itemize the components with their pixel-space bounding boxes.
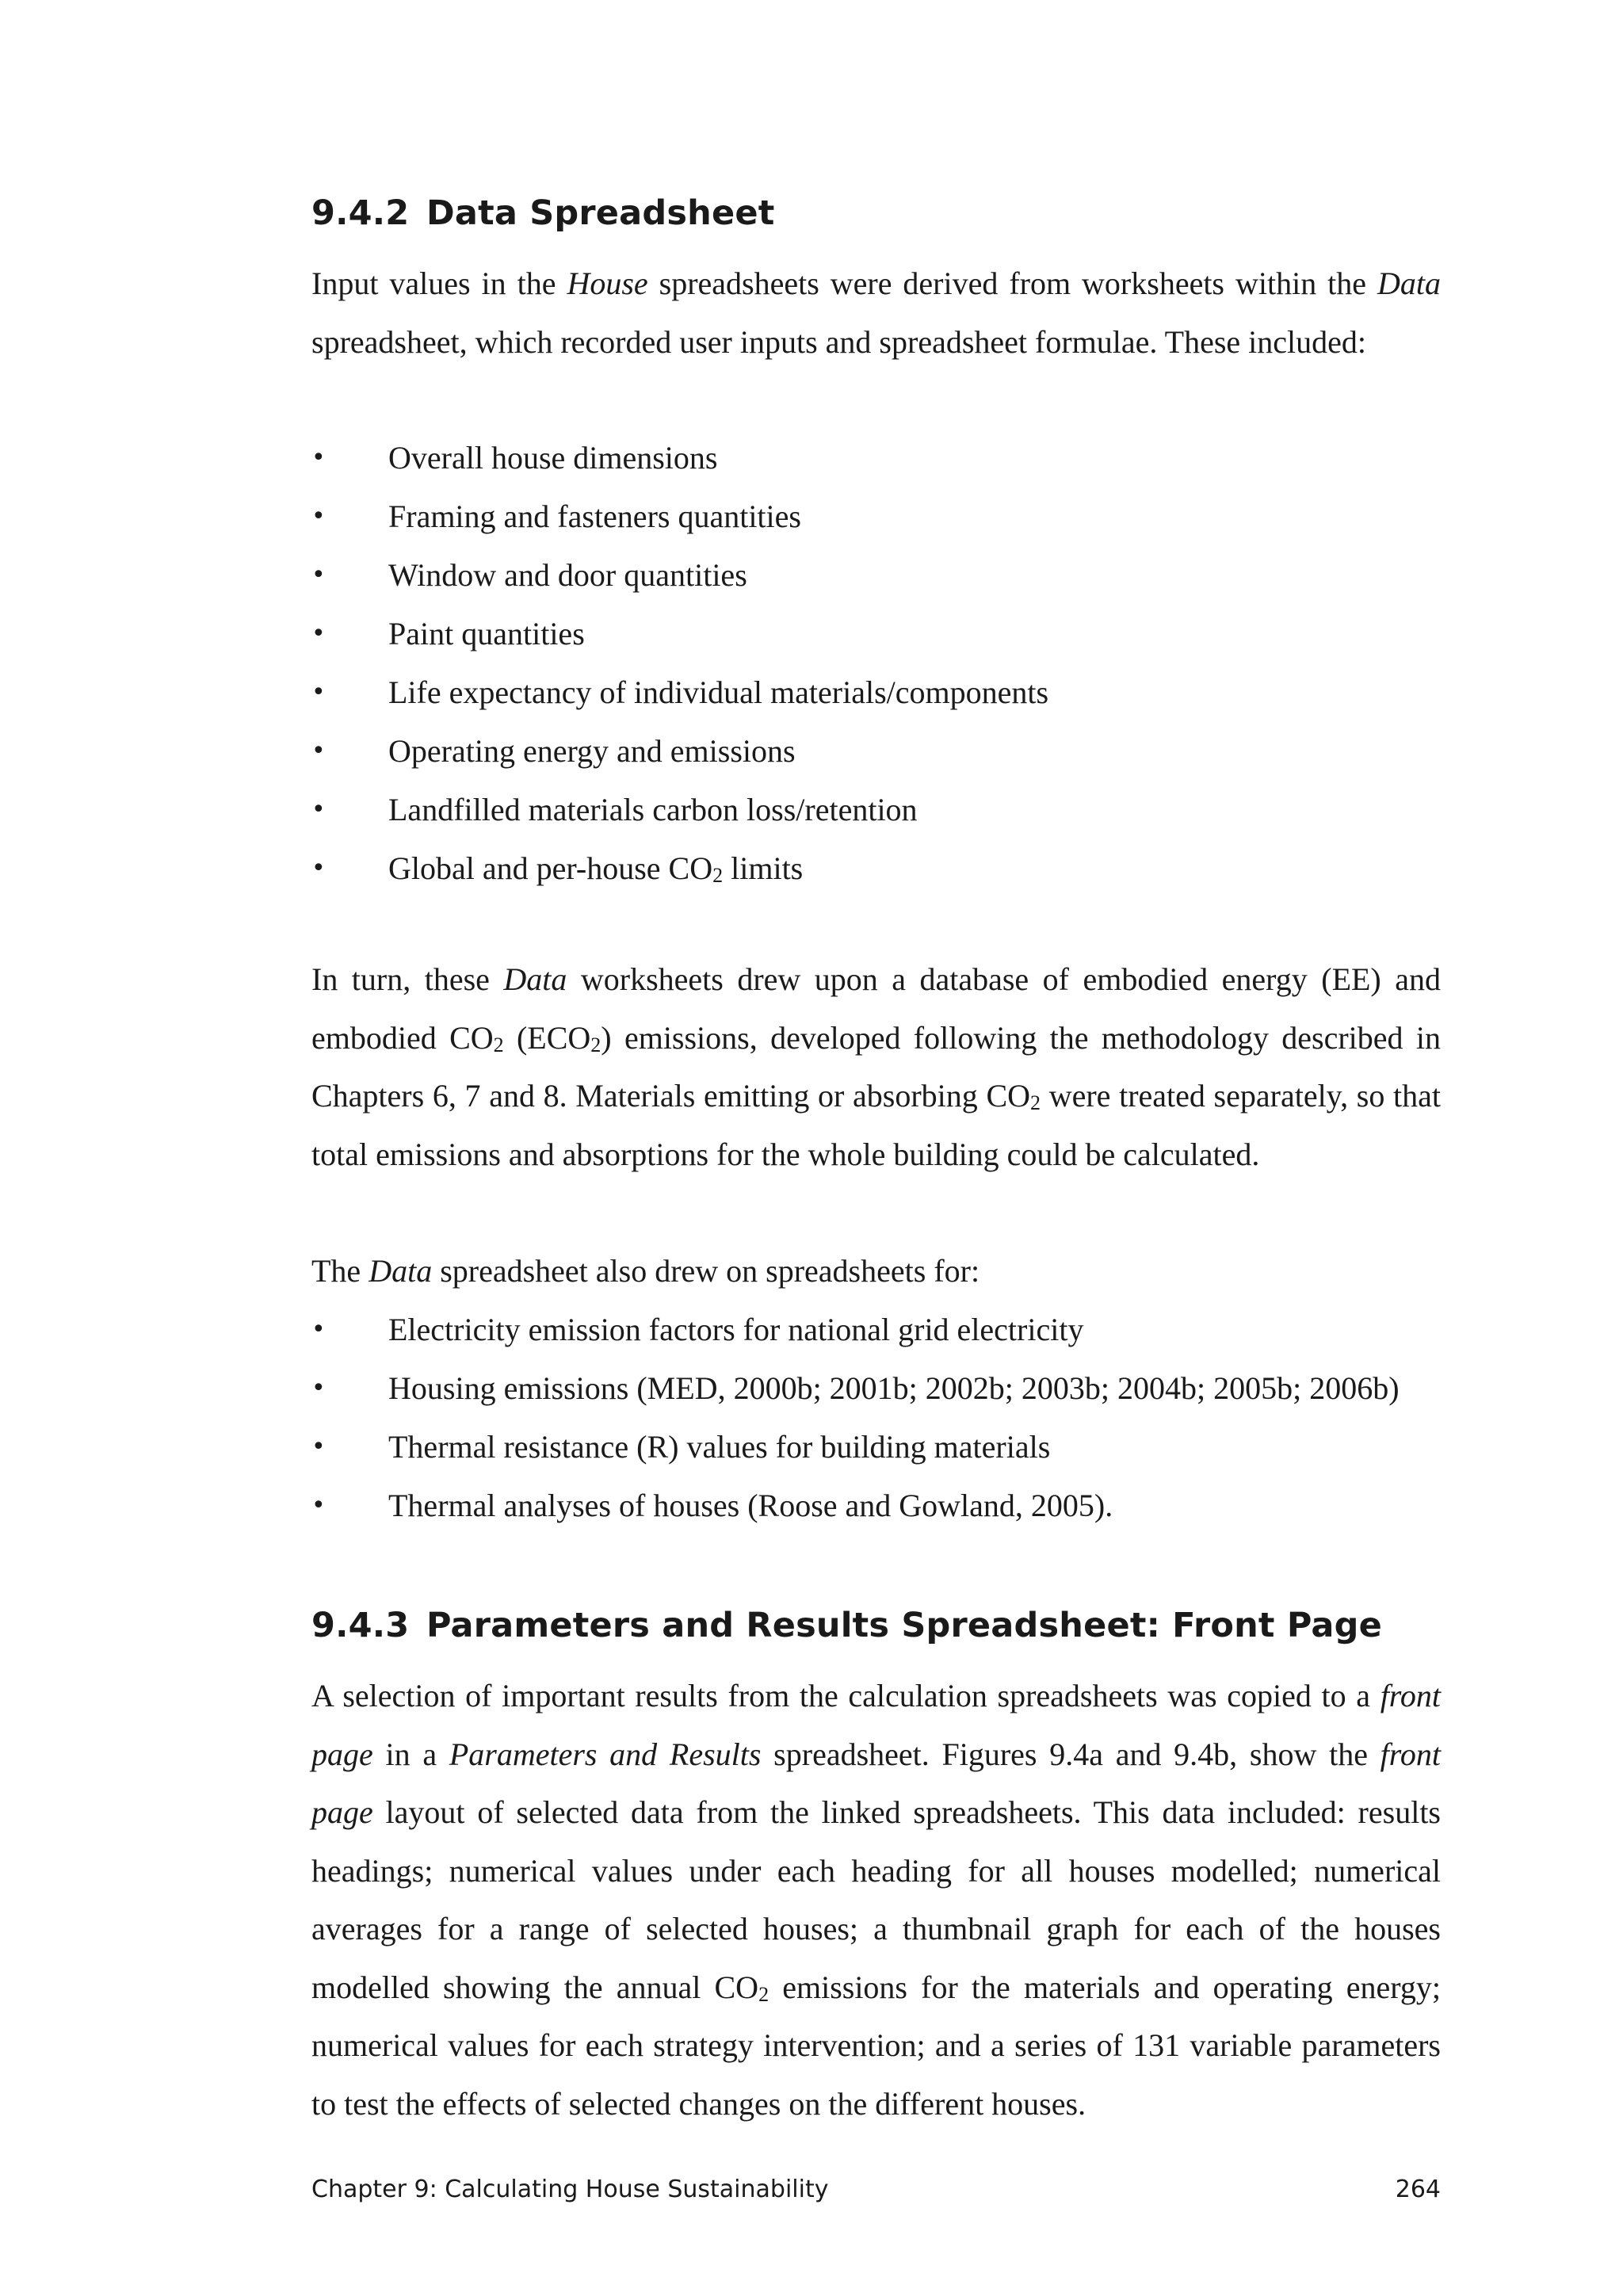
list-item: • Landfilled materials carbon loss/retention [311, 781, 1441, 839]
list-item: • Framing and fasteners quantities [311, 487, 1441, 546]
text-run: Input values in the [311, 266, 567, 301]
bullet-icon: • [311, 444, 326, 472]
bullet-icon: • [311, 737, 326, 765]
bullet-icon: • [311, 561, 326, 589]
list-item: • Thermal analyses of houses (Roose and Gowland, 2005). [311, 1477, 1441, 1535]
list-item: • Global and per-house $CO_2$ limits [311, 839, 1441, 898]
front-page-paragraph: A selection of important results from the calculation spreadsheets was copied to a front page in a Parameters and Results spreadsheet. Figures 9.4a and 9.4b, show the front page layout of selected data from the linked spreadsheets. This data included: results headings; numerical values under each heading for all houses modelled; numerical averages for a range of selected houses; a thumbnail graph for each of the houses modelled showing the annual $CO_2$ emissions for the materials and operating energy; numerical values for each strategy intervention; and a series of 131 variable parameters to test the effects of selected changes on the different houses. [311, 1678, 1442, 2122]
list-item: • Operating energy and emissions [311, 722, 1441, 781]
section-heading-9-4-2 [311, 193, 774, 233]
section-heading-9-4-3 [311, 1606, 1382, 1645]
italic-term: front page [311, 1678, 1441, 1772]
section-title: Data Spreadsheet [426, 193, 775, 233]
bullet-icon: • [311, 1433, 326, 1461]
italic-term: Parameters and Results [449, 1736, 762, 1772]
text-run: spreadsheet, which recorded user inputs and spreadsheet formulae. These included: [311, 323, 1367, 360]
input-values-list [311, 429, 1441, 898]
section-number: 9.4.2 [311, 193, 410, 233]
bullet-icon: • [311, 620, 326, 648]
bullet-icon: • [311, 1316, 326, 1343]
bullet-icon: • [311, 678, 326, 706]
text-run: spreadsheets were derived from worksheets within the [647, 266, 1377, 301]
footer-chapter-title: Chapter 9: Calculating House Sustainability [311, 2176, 829, 2203]
list-item: • Paint quantities [311, 605, 1441, 663]
italic-term: front page [311, 1736, 1441, 1830]
italic-term: Data [1377, 266, 1441, 301]
also-drew-paragraph: The Data spreadsheet also drew on spreadsheets for: [311, 1253, 980, 1289]
list-item: • Thermal resistance (R) values for building materials [311, 1418, 1441, 1477]
section-number: 9.4.3 [311, 1606, 410, 1645]
page-number: 264 [1395, 2176, 1441, 2203]
list-item: • Overall house dimensions [311, 429, 1441, 487]
bullet-icon: • [311, 796, 326, 823]
bullet-icon: • [311, 502, 326, 530]
bullet-icon: • [311, 1492, 326, 1519]
bullet-icon: • [311, 1374, 326, 1402]
intro-paragraph [311, 254, 1441, 371]
italic-term: Data [503, 961, 567, 997]
list-item: • Life expectancy of individual materials/components [311, 663, 1441, 722]
database-paragraph: In turn, these Data worksheets drew upon a database of embodied energy (EE) and embodied $CO_2$ $(ECO_2)$ emissions, developed following the methodology described in Chapters 6, 7 and 8. Materials emitting or absorbing $CO_2$ were treated separately, so that total emissions and absorptions for the whole building could be calculated. [311, 961, 1441, 1172]
list-item: • Window and door quantities [311, 546, 1441, 605]
italic-term: Data [369, 1253, 433, 1289]
section-title: Parameters and Results Spreadsheet: Front Page [426, 1606, 1382, 1645]
bullet-icon: • [311, 854, 326, 882]
spreadsheet-sources-list [311, 1301, 1441, 1535]
list-item: • Electricity emission factors for national grid electricity [311, 1301, 1441, 1359]
italic-term: House [567, 266, 648, 301]
list-item: • Housing emissions (MED, 2000b; 2001b; 2002b; 2003b; 2004b; 2005b; 2006b) [311, 1359, 1441, 1418]
